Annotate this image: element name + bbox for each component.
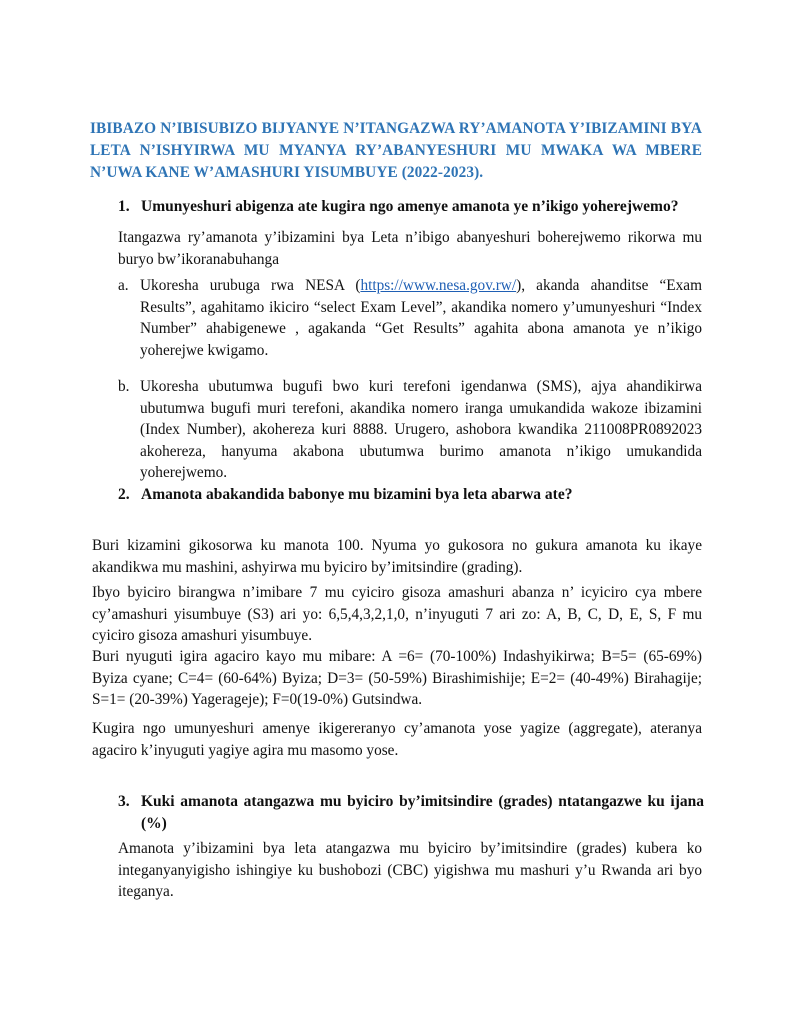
list-item-text <box>140 275 702 361</box>
question-text: Umunyeshuri abigenza ate kugira ngo amenye amanota ye n’ikigo yoherejwemo? <box>141 198 679 215</box>
section-2-paragraph-1: Buri kizamini gikosorwa ku manota 100. Nyuma yo gukosora no gukura amanota ku ikaye akandikwa mu mashini, ashyirwa mu byiciro by’imitsindire (grading). <box>92 537 702 576</box>
question-number: 2. <box>118 486 130 503</box>
document-title: IBIBAZO N’IBISUBIZO BIJYANYE N’ITANGAZWA RY’AMANOTA Y’IBIZAMINI BYA LETA N’ISHYIRWA MU MYANYA RY’ABANYESHURI MU MWAKA WA MBERE N’UWA KANE W’AMASHURI YISUMBUYE (2022-2023). <box>90 120 702 181</box>
question-2-heading <box>118 484 708 506</box>
nesa-website-link[interactable]: https://www.nesa.gov.rw/ <box>360 277 517 294</box>
section-2-paragraph-2: Ibyo byiciro birangwa n’imibare 7 mu cyiciro gisoza amashuri abanza n’ icyiciro cya mbere cy’amashuri yisumbuye (S3) ari yo: 6,5,4,3,2,1,0, n’inyuguti 7 ari zo: A, B, C, D, E, S, F mu cyiciro gisoza amashuri yisumbuye. <box>92 584 702 644</box>
list-item-a <box>118 275 702 361</box>
question-number: 1. <box>118 198 130 215</box>
item-text-part: ), akanda ahanditse “Exam Results”, agahitamo ikiciro “select Exam Level”, akandika nomero y’umunyeshuri “Index Number” ahabigenewe , agakanda “Get Results” agahita abona amanota ye n’ikigo yoherejwe kwigamo. <box>140 277 702 359</box>
list-item-text: Ukoresha ubutumwa bugufi bwo kuri terefoni igendanwa (SMS), ajya ahandikirwa ubutumwa bugufi muri terefoni, akandika nomero iranga umukandida wakoze ibizamini (Index Number), akohereza kuri 8888. Urugero, ashobora kwandika 211008PR0892023 akohereza, hanyuma akabona ubutumwa burimo amanota n’ikigo umukandida yoherejwemo. <box>140 378 702 481</box>
list-marker: a. <box>118 277 129 294</box>
section-1-intro: Itangazwa ry’amanota y’ibizamini bya Leta n’ibigo abanyeshuri boherejwemo rikorwa mu buryo bw’ikoranabuhanga <box>118 229 702 268</box>
section-2-paragraph-4: Kugira ngo umunyeshuri amenye ikigereranyo cy’amanota yose yagize (aggregate), ateranya agaciro k’inyuguti yagiye agira mu masomo yose. <box>92 720 702 759</box>
list-marker: b. <box>118 378 130 395</box>
section-3-paragraph-1: Amanota y’ibizamini bya leta atangazwa mu byiciro by’imitsindire (grades) kubera ko integanyanyigisho ishingiye ku bushobozi (CBC) yigishwa mu mashuri y’u Rwanda ari byo iteganya. <box>118 840 702 900</box>
question-text: Kuki amanota atangazwa mu byiciro by’imitsindire (grades) ntatangazwe ku ijana (%) <box>141 793 704 832</box>
question-3-heading <box>118 791 704 835</box>
question-text: Amanota abakandida babonye mu bizamini bya leta abarwa ate? <box>141 486 573 503</box>
question-1-heading <box>118 196 708 218</box>
item-text-part: Ukoresha urubuga rwa NESA ( <box>140 277 361 294</box>
question-number: 3. <box>118 793 130 810</box>
list-item-b <box>118 376 702 484</box>
section-2-grading-scale: Buri nyuguti igira agaciro kayo mu mibare: A =6= (70-100%) Indashyikirwa; B=5= (65-69%) Byiza cyane; C=4= (60-64%) Byiza; D=3= (50-59%) Birashimishije; E=2= (40-49%) Birahagije; S=1= (20-39%) Yagerageje); F=0(19-0%) Gutsindwa. <box>92 648 702 708</box>
